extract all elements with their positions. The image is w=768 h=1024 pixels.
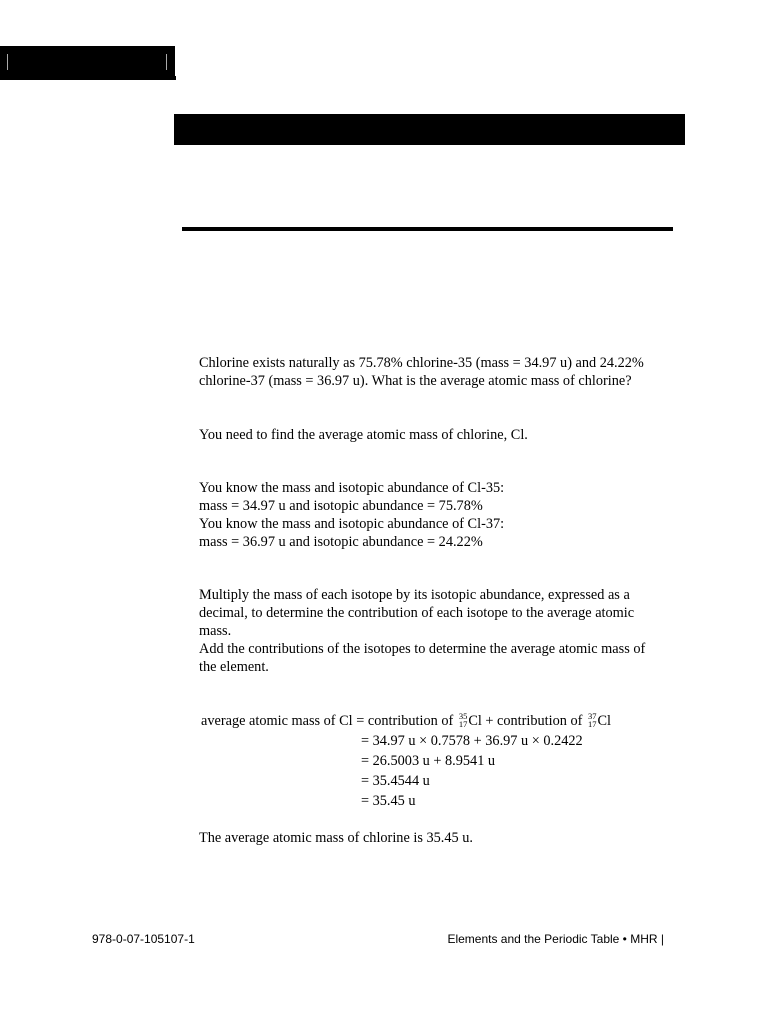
plan-line: the element. [199,659,269,675]
element-symbol: Cl [597,713,611,729]
plan-line: Multiply the mass of each isotope by its isotopic abundance, expressed as a [199,587,630,603]
calculation-step: = 26.5003 u + 8.9541 u [361,753,496,769]
calculation-step: = 34.97 u × 0.7578 + 36.97 u × 0.2422 [361,733,583,749]
conclusion [199,829,679,847]
tab-tick [168,76,176,80]
footer-isbn: 978-0-07-105107-1 [92,932,195,946]
atomic-number: 17 [458,719,468,729]
footer-running-title: Elements and the Periodic Table • MHR | [447,932,664,946]
header-tab [0,46,175,80]
equation-lead: average atomic mass of Cl = contribution of [201,713,457,729]
plan-line: Add the contributions of the isotopes to determine the average atomic mass of [199,641,646,657]
mass-number: 35 [458,711,468,721]
title-bar [174,114,685,145]
calculation-step: = 35.4544 u [361,773,430,789]
element-symbol: Cl [468,713,482,729]
known-line: You know the mass and isotopic abundance of Cl-37: [199,516,505,532]
plan-your-strategy [199,586,679,676]
tab-divider [7,54,8,70]
mass-number: 37 [587,711,597,721]
calculation-step: = 35.45 u [361,793,416,809]
known-values [199,479,679,551]
conclusion-line: The average atomic mass of chlorine is 35.45 u. [199,830,473,846]
known-line: mass = 36.97 u and isotopic abundance = 24.22% [199,534,483,550]
problem-line: chlorine-37 (mass = 36.97 u). What is the average atomic mass of chlorine? [199,373,632,389]
plan-line: mass. [199,623,232,639]
required-value [199,426,679,444]
isotope-notation [588,712,597,728]
problem-line: Chlorine exists naturally as 75.78% chlorine-35 (mass = 34.97 u) and 24.22% [199,355,644,371]
isotope-notation [459,712,468,728]
calculation [201,711,611,811]
equation-join: + contribution of [481,713,586,729]
required-line: You need to find the average atomic mass of chlorine, Cl. [199,427,528,443]
calculation-equation [201,711,611,731]
tab-divider [166,54,167,70]
known-line: mass = 34.97 u and isotopic abundance = 75.78% [199,498,483,514]
problem-statement [199,354,679,390]
atomic-number: 17 [587,719,597,729]
known-line: You know the mass and isotopic abundance of Cl-35: [199,480,505,496]
plan-line: decimal, to determine the contribution of each isotope to the average atomic [199,605,635,621]
section-rule [182,227,673,231]
